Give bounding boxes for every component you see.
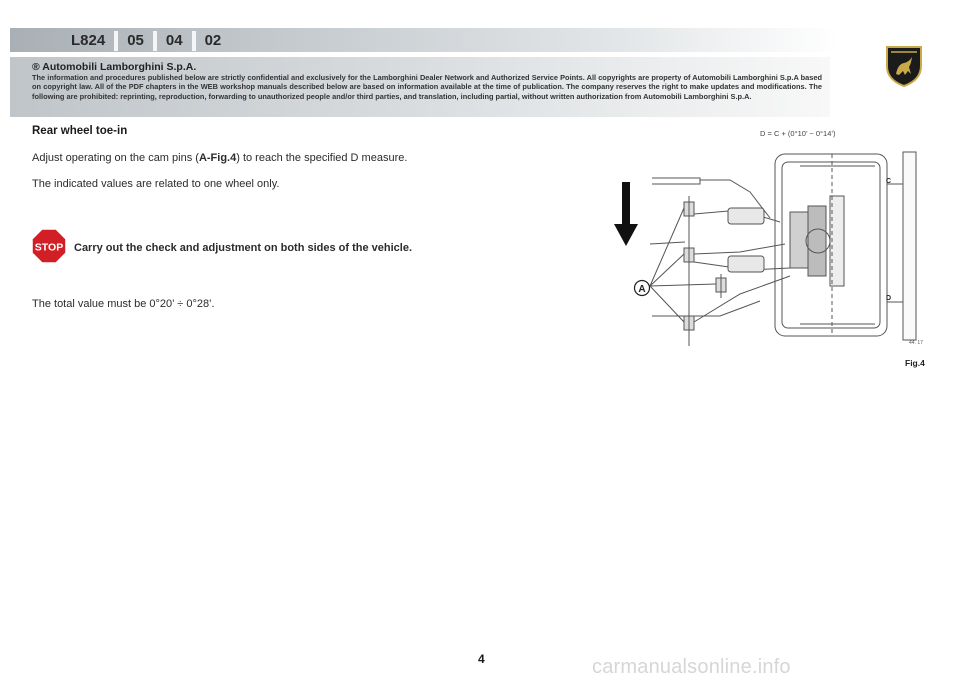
instruction-text-end: ) to reach the specified D measure. xyxy=(236,152,408,164)
code-separator xyxy=(153,31,157,51)
code-separator xyxy=(114,31,118,51)
figure-code: 44. 17 xyxy=(909,340,923,346)
figure-caption: Fig.4 xyxy=(905,358,925,368)
suspension-diagram xyxy=(600,126,940,376)
lamborghini-shield-logo-icon xyxy=(884,44,924,88)
note-paragraph: The indicated values are related to one wheel only. xyxy=(32,178,280,190)
stop-sign-icon xyxy=(31,228,67,264)
code-subsection: 02 xyxy=(204,32,222,49)
label-d: D xyxy=(886,295,892,302)
code-section: 04 xyxy=(165,32,183,49)
label-c: C xyxy=(886,178,892,185)
copyright-notice xyxy=(32,61,822,101)
page-number: 4 xyxy=(478,652,485,666)
figure-reference: A-Fig.4 xyxy=(198,152,237,164)
section-title: Rear wheel toe-in xyxy=(32,125,128,137)
figure-4 xyxy=(600,126,940,376)
code-separator xyxy=(192,31,196,51)
stop-sign-label: STOP xyxy=(34,241,64,254)
instruction-text-start: Adjust operating on the cam pins ( xyxy=(32,152,199,164)
instruction-paragraph xyxy=(32,152,407,164)
watermark: carmanualsonline.info xyxy=(592,656,791,678)
code-model: L824 xyxy=(71,32,106,49)
notice-text: The information and procedures published below are strictly confidential and exclusively for the Lamborghini Dealer Network and Authorized Service Points. All copyrights are property of Automobili Lamborghini S.p.A based on copyright law. All of the PDF chapters in the WEB workshop manuals described below are based on information available at the time of publication. The company reserves the right to make updates and modifications. The following are prohibited: reprinting, reproduction, forwarding to unauthorized people and/or third parties, and translation, including partial, without written authorization from Automobili Lamborghini S.p.A. xyxy=(32,73,822,101)
company-name: ® Automobili Lamborghini S.p.A. xyxy=(32,61,197,73)
toe-in-formula: D = C + (0°10’ ~ 0°14’) xyxy=(760,129,836,138)
document-code-bar xyxy=(62,31,230,51)
total-value-paragraph: The total value must be 0°20’ ÷ 0°28’. xyxy=(32,298,215,310)
warning-text: Carry out the check and adjustment on both sides of the vehicle. xyxy=(74,242,413,254)
code-group: 05 xyxy=(127,32,144,49)
label-a: A xyxy=(638,284,646,295)
